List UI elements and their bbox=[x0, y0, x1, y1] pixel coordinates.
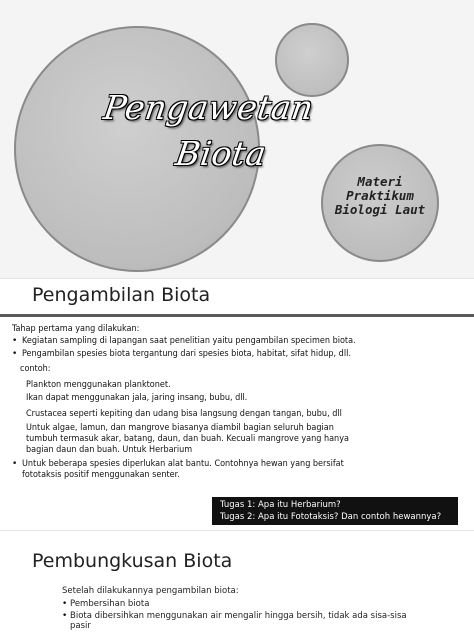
small-decorative-circle bbox=[275, 23, 349, 97]
bullet-text-3-line-2: fototaksis positif menggunakan senter. bbox=[22, 470, 180, 480]
content-slide-pembungkusan bbox=[0, 530, 474, 633]
example-4-line-1: Untuk algae, lamun, dan mangrove biasanya diambil bagian seluruh bagian bbox=[26, 423, 334, 433]
bullet-glyph: • bbox=[12, 349, 18, 359]
example-3: Crustacea seperti kepiting dan udang bisa langsung dengan tangan, bubu, dll bbox=[26, 409, 342, 419]
tugas-1: Tugas 1: Apa itu Herbarium? bbox=[220, 500, 341, 510]
example-4-line-2: tumbuh termasuk akar, batang, daun, dan buah. Kecuali mangrove yang hanya bbox=[26, 434, 349, 444]
intro-text: Tahap pertama yang dilakukan: bbox=[12, 324, 140, 334]
bullet-text-3-line-1: Untuk beberapa spesies diperlukan alat bantu. Contohnya hewan yang bersifat bbox=[22, 459, 344, 469]
intro-text: Setelah dilakukannya pengambilan biota: bbox=[62, 586, 239, 596]
subtitle-line-3: Biologi Laut bbox=[334, 202, 426, 217]
title-slide bbox=[0, 0, 474, 278]
bullet-text-2-line-2: pasir bbox=[70, 621, 91, 631]
bullet-text-2-line-1: Biota dibersihkan menggunakan air mengalir hingga bersih, tidak ada sisa-sisa bbox=[70, 611, 407, 621]
example-1: Plankton menggunakan planktonet. bbox=[26, 380, 171, 390]
bullet-glyph: • bbox=[12, 336, 18, 346]
bullet-glyph: • bbox=[12, 459, 18, 469]
title-line-1: Pengawetan bbox=[101, 88, 317, 127]
bullet-text-2: Pengambilan spesies biota tergantung dari spesies biota, habitat, sifat hidup, dll. bbox=[22, 349, 351, 359]
title-line-2: Biota bbox=[173, 134, 269, 173]
tugas-callout-box bbox=[212, 497, 458, 525]
example-4-line-3: bagian daun dan buah. Untuk Herbarium bbox=[26, 445, 193, 455]
slide-heading: Pembungkusan Biota bbox=[32, 550, 233, 572]
tugas-2: Tugas 2: Apa itu Fototaksis? Dan contoh hewannya? bbox=[220, 512, 442, 522]
bullet-glyph: • bbox=[62, 599, 68, 609]
subtitle-line-1: Materi bbox=[357, 174, 403, 189]
bullet-text-1: Kegiatan sampling di lapangan saat penelitian yaitu pengambilan specimen biota. bbox=[22, 336, 356, 346]
heading-divider bbox=[0, 314, 474, 317]
subtitle-line-2: Praktikum bbox=[346, 188, 414, 203]
contoh-label: contoh: bbox=[20, 364, 51, 374]
slide-heading: Pengambilan Biota bbox=[32, 284, 211, 306]
example-2: Ikan dapat menggunakan jala, jaring insang, bubu, dll. bbox=[26, 393, 248, 403]
bullet-text-1: Pembersihan biota bbox=[70, 599, 150, 609]
bullet-glyph: • bbox=[62, 611, 68, 621]
content-slide-pengambilan bbox=[0, 278, 474, 529]
